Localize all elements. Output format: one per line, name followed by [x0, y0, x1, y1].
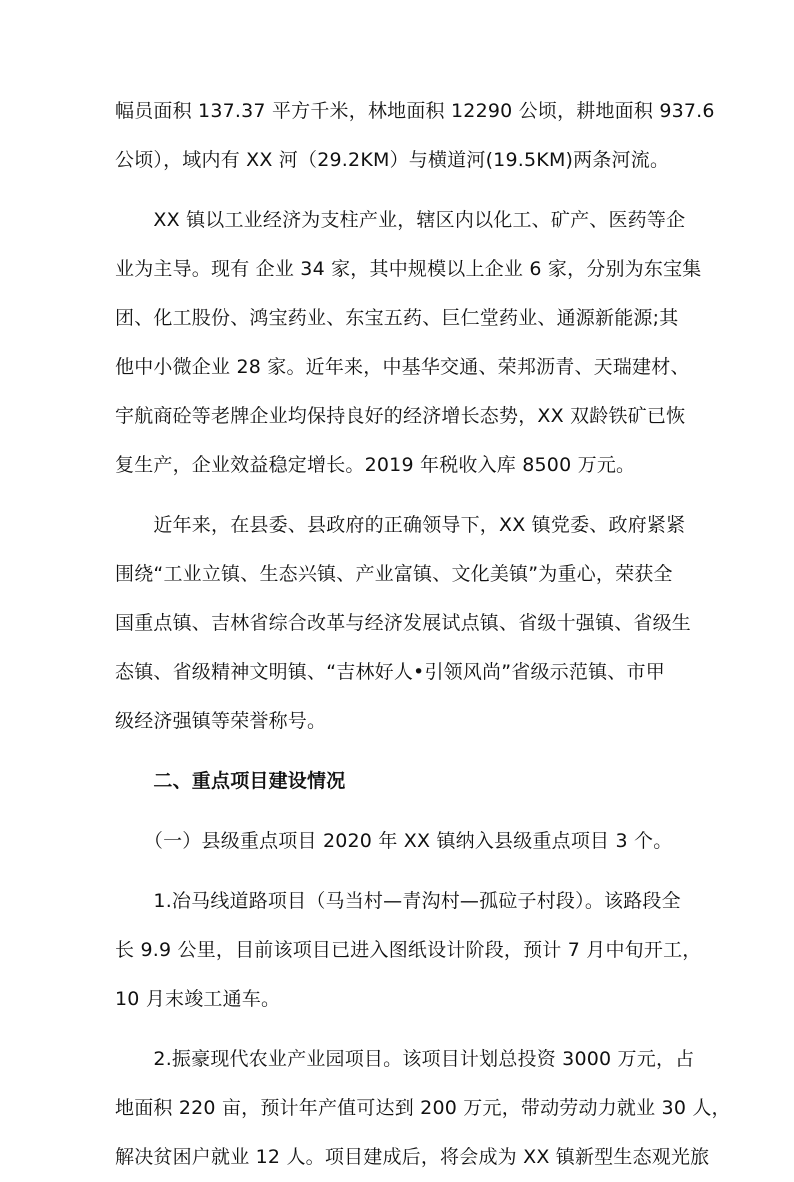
document-body [115, 87, 731, 1182]
paragraph-gap [115, 746, 681, 757]
text-line: 1.冶马线道路项目（马当村—青沟村—孤砬子村段）。该路段全 [115, 890, 681, 912]
text-line: 近年来，在县委、县政府的正确领导下，XX 镇党委、政府紧紧 [115, 514, 686, 536]
text-line: 公顷），域内有 XX 河（29.2KM）与横道河(19.5KM)两条河流。 [115, 149, 670, 171]
paragraph-gap [115, 866, 681, 877]
text-line: 长 9.9 公里，目前该项目已进入图纸设计阶段，预计 7 月中旬开工， [115, 939, 702, 961]
text-line: 围绕“工业立镇、生态兴镇、产业富镇、文化美镇”为重心，荣获全 [115, 563, 673, 585]
section-heading [115, 757, 681, 806]
text-line: 复生产，企业效益稳定增长。2019 年税收入库 8500 万元。 [115, 454, 636, 476]
paragraph-gap [115, 806, 681, 817]
text-line: 团、化工股份、鸿宝药业、东宝五药、巨仁堂药业、通源新能源;其 [115, 307, 679, 329]
paragraph [115, 501, 692, 746]
paragraph-gap [115, 1024, 681, 1035]
text-line: 10 月末竣工通车。 [115, 988, 281, 1010]
paragraph-gap [115, 490, 681, 501]
text-line: 级经济强镇等荣誉称号。 [115, 710, 327, 732]
text-line: 2.振豪现代农业产业园项目。该项目计划总投资 3000 万元，占 [115, 1048, 695, 1070]
paragraph [115, 817, 681, 866]
text-line: 他中小微企业 28 家。近年来，中基华交通、荣邦沥青、天瑞建材、 [115, 356, 690, 378]
text-line: 业为主导。现有 企业 34 家，其中规模以上企业 6 家，分别为东宝集 [115, 258, 702, 280]
text-line: 国重点镇、吉林省综合改革与经济发展试点镇、省级十强镇、省级生 [115, 612, 692, 634]
text-line: 态镇、省级精神文明镇、“吉林好人•引领风尚”省级示范镇、市甲 [115, 661, 665, 683]
text-line: 地面积 220 亩，预计年产值可达到 200 万元，带动劳动力就业 30 人， [115, 1097, 731, 1119]
text-line: XX 镇以工业经济为支柱产业，辖区内以化工、矿产、医药等企 [115, 209, 686, 231]
text-line: 解决贫困户就业 12 人。项目建成后，将会成为 XX 镇新型生态观光旅 [115, 1146, 710, 1168]
text-line: 幅员面积 137.37 平方千米，林地面积 12290 公顷，耕地面积 937.6 [115, 100, 715, 122]
text-line: （一）县级重点项目 2020 年 XX 镇纳入县级重点项目 3 个。 [115, 830, 673, 852]
paragraph [115, 1035, 731, 1182]
paragraph [115, 196, 702, 490]
paragraph [115, 87, 715, 185]
paragraph-gap [115, 185, 681, 196]
text-line: 二、重点项目建设情况 [115, 770, 346, 792]
text-line: 宇航商砼等老牌企业均保持良好的经济增长态势，XX 双龄铁矿已恢 [115, 405, 686, 427]
paragraph [115, 877, 702, 1024]
